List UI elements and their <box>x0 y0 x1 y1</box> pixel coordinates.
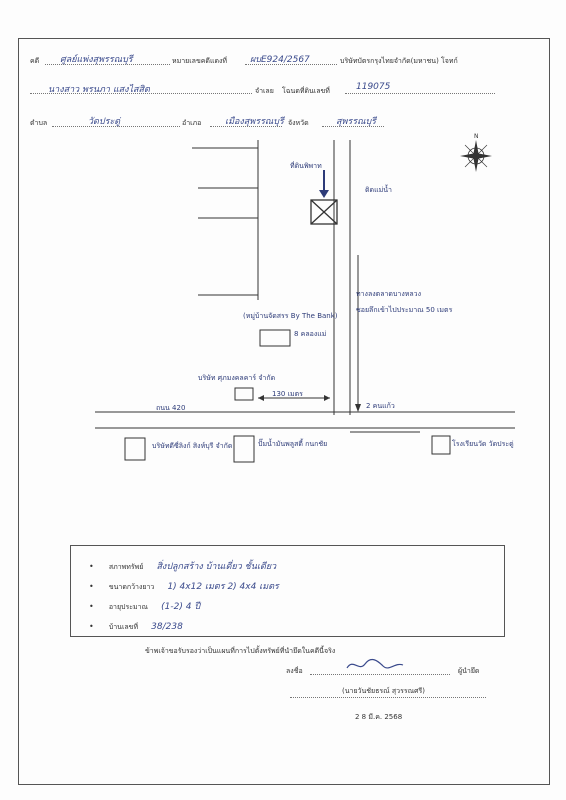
road-arrow-head <box>355 404 361 412</box>
project-label: (หมู่บ้านจัดสรร By The Bank) <box>243 312 338 320</box>
legend-row: • อายุประมาณ (1-2) 4 ปี <box>89 602 201 612</box>
shop2-label: ปั๊มน้ำมันพลูสตี้ กนกชัย <box>258 440 328 448</box>
target-pointer-head <box>319 190 329 198</box>
project-house-box <box>260 330 290 346</box>
compass-icon <box>460 133 492 172</box>
signature-line <box>310 674 450 675</box>
legend-label: บ้านเลขที่ <box>108 623 139 631</box>
shop3-box <box>432 436 450 454</box>
subdistrict-value: วัดประดู่ <box>88 117 121 127</box>
shop1-label: บริษัทดีซี่ลิงก์ สิงห์บุรี จำกัด <box>152 442 233 450</box>
road-right-label: ทางลงตลาดบางหลวง <box>356 290 422 298</box>
signer-name-line <box>290 697 486 698</box>
north-road-label: ติดแม่น้ำ <box>365 186 392 194</box>
shop2-box <box>234 436 254 462</box>
office-box <box>235 388 253 400</box>
distance-arrow-head <box>258 395 264 401</box>
distance-label: 130 เมตร <box>272 390 303 398</box>
legend-row: • บ้านเลขที่ 38/238 <box>89 622 183 632</box>
certify-statement: ข้าพเจ้าขอรับรองว่าเป็นแผนที่การไปตั้งทรัพย์ที่นำยึดในคดีนี้จริง <box>145 647 336 655</box>
shop1-box <box>125 438 145 460</box>
subdistrict-label: ตำบล <box>30 119 48 127</box>
legend-value: 38/238 <box>151 622 183 632</box>
distance-arrow-head <box>324 395 330 401</box>
shop3-label: โรงเรียนวัด วัดประดู่ <box>452 440 514 448</box>
road-label: ถนน 420 <box>156 404 186 412</box>
district-label: อำเภอ <box>182 119 202 127</box>
legend-value: (1-2) 4 ปี <box>161 602 201 612</box>
sign-prefix: ลงชื่อ <box>286 667 303 675</box>
province-label: จังหวัด <box>288 119 309 127</box>
legend-label: ขนาดกว้างยาว <box>108 583 155 591</box>
plaintiff-text: บริษัทบัตรกรุงไทยจำกัด(มหาชน) โจทก์ <box>340 57 458 65</box>
defendant-value: นางสาว พรนภา แสงไสสิต <box>48 85 150 95</box>
case-no-value: ผบE924/2567 <box>250 55 310 65</box>
sign-suffix: ผู้นำยึด <box>458 667 480 675</box>
legend-row: • ขนาดกว้างยาว 1) 4x12 เมตร 2) 4x4 เมตร <box>89 582 279 592</box>
date-stamp: 2 8 มี.ค. 2568 <box>355 713 403 721</box>
deed-label: คดี <box>30 57 40 65</box>
district-value: เมืองสุพรรณบุรี <box>225 117 284 127</box>
office-label: บริษัท ศุภมงคลคาร์ จำกัด <box>198 374 276 382</box>
deed-value: ศูลย์แพ่งสุพรรณบุรี <box>60 55 133 65</box>
legend-label: อายุประมาณ <box>108 603 149 611</box>
project-house-label: 8 คลองแม่ <box>294 330 327 338</box>
road-right-label-2: ซอยลึกเข้าไปประมาณ 50 เมตร <box>356 306 453 314</box>
case-no-label: หมายเลขคดีแดงที่ <box>172 57 228 65</box>
legend-label: สภาพทรัพย์ <box>108 563 144 571</box>
signature-mark <box>345 656 405 674</box>
defendant-suffix: จำเลย <box>255 87 274 95</box>
junction-label: 2 คนแก้ว <box>366 402 395 410</box>
signer-name: (นายวันชัยธรณ์ สุวรรณศรี) <box>342 687 426 695</box>
svg-text:N: N <box>474 133 479 140</box>
province-value: สุพรรณบุรี <box>336 117 376 127</box>
land-no-value: 119075 <box>356 82 391 92</box>
land-no-label: โฉนดที่ดินเลขที่ <box>282 87 330 95</box>
property-details-box <box>70 545 505 637</box>
legend-value: 1) 4x12 เมตร 2) 4x4 เมตร <box>167 582 279 592</box>
target-label: ที่ดินพิพาท <box>290 162 322 170</box>
legend-row: • สภาพทรัพย์ สิ่งปลูกสร้าง บ้านเดี่ยว ชั้นเดียว <box>89 562 277 572</box>
legend-value: สิ่งปลูกสร้าง บ้านเดี่ยว ชั้นเดียว <box>156 562 277 572</box>
